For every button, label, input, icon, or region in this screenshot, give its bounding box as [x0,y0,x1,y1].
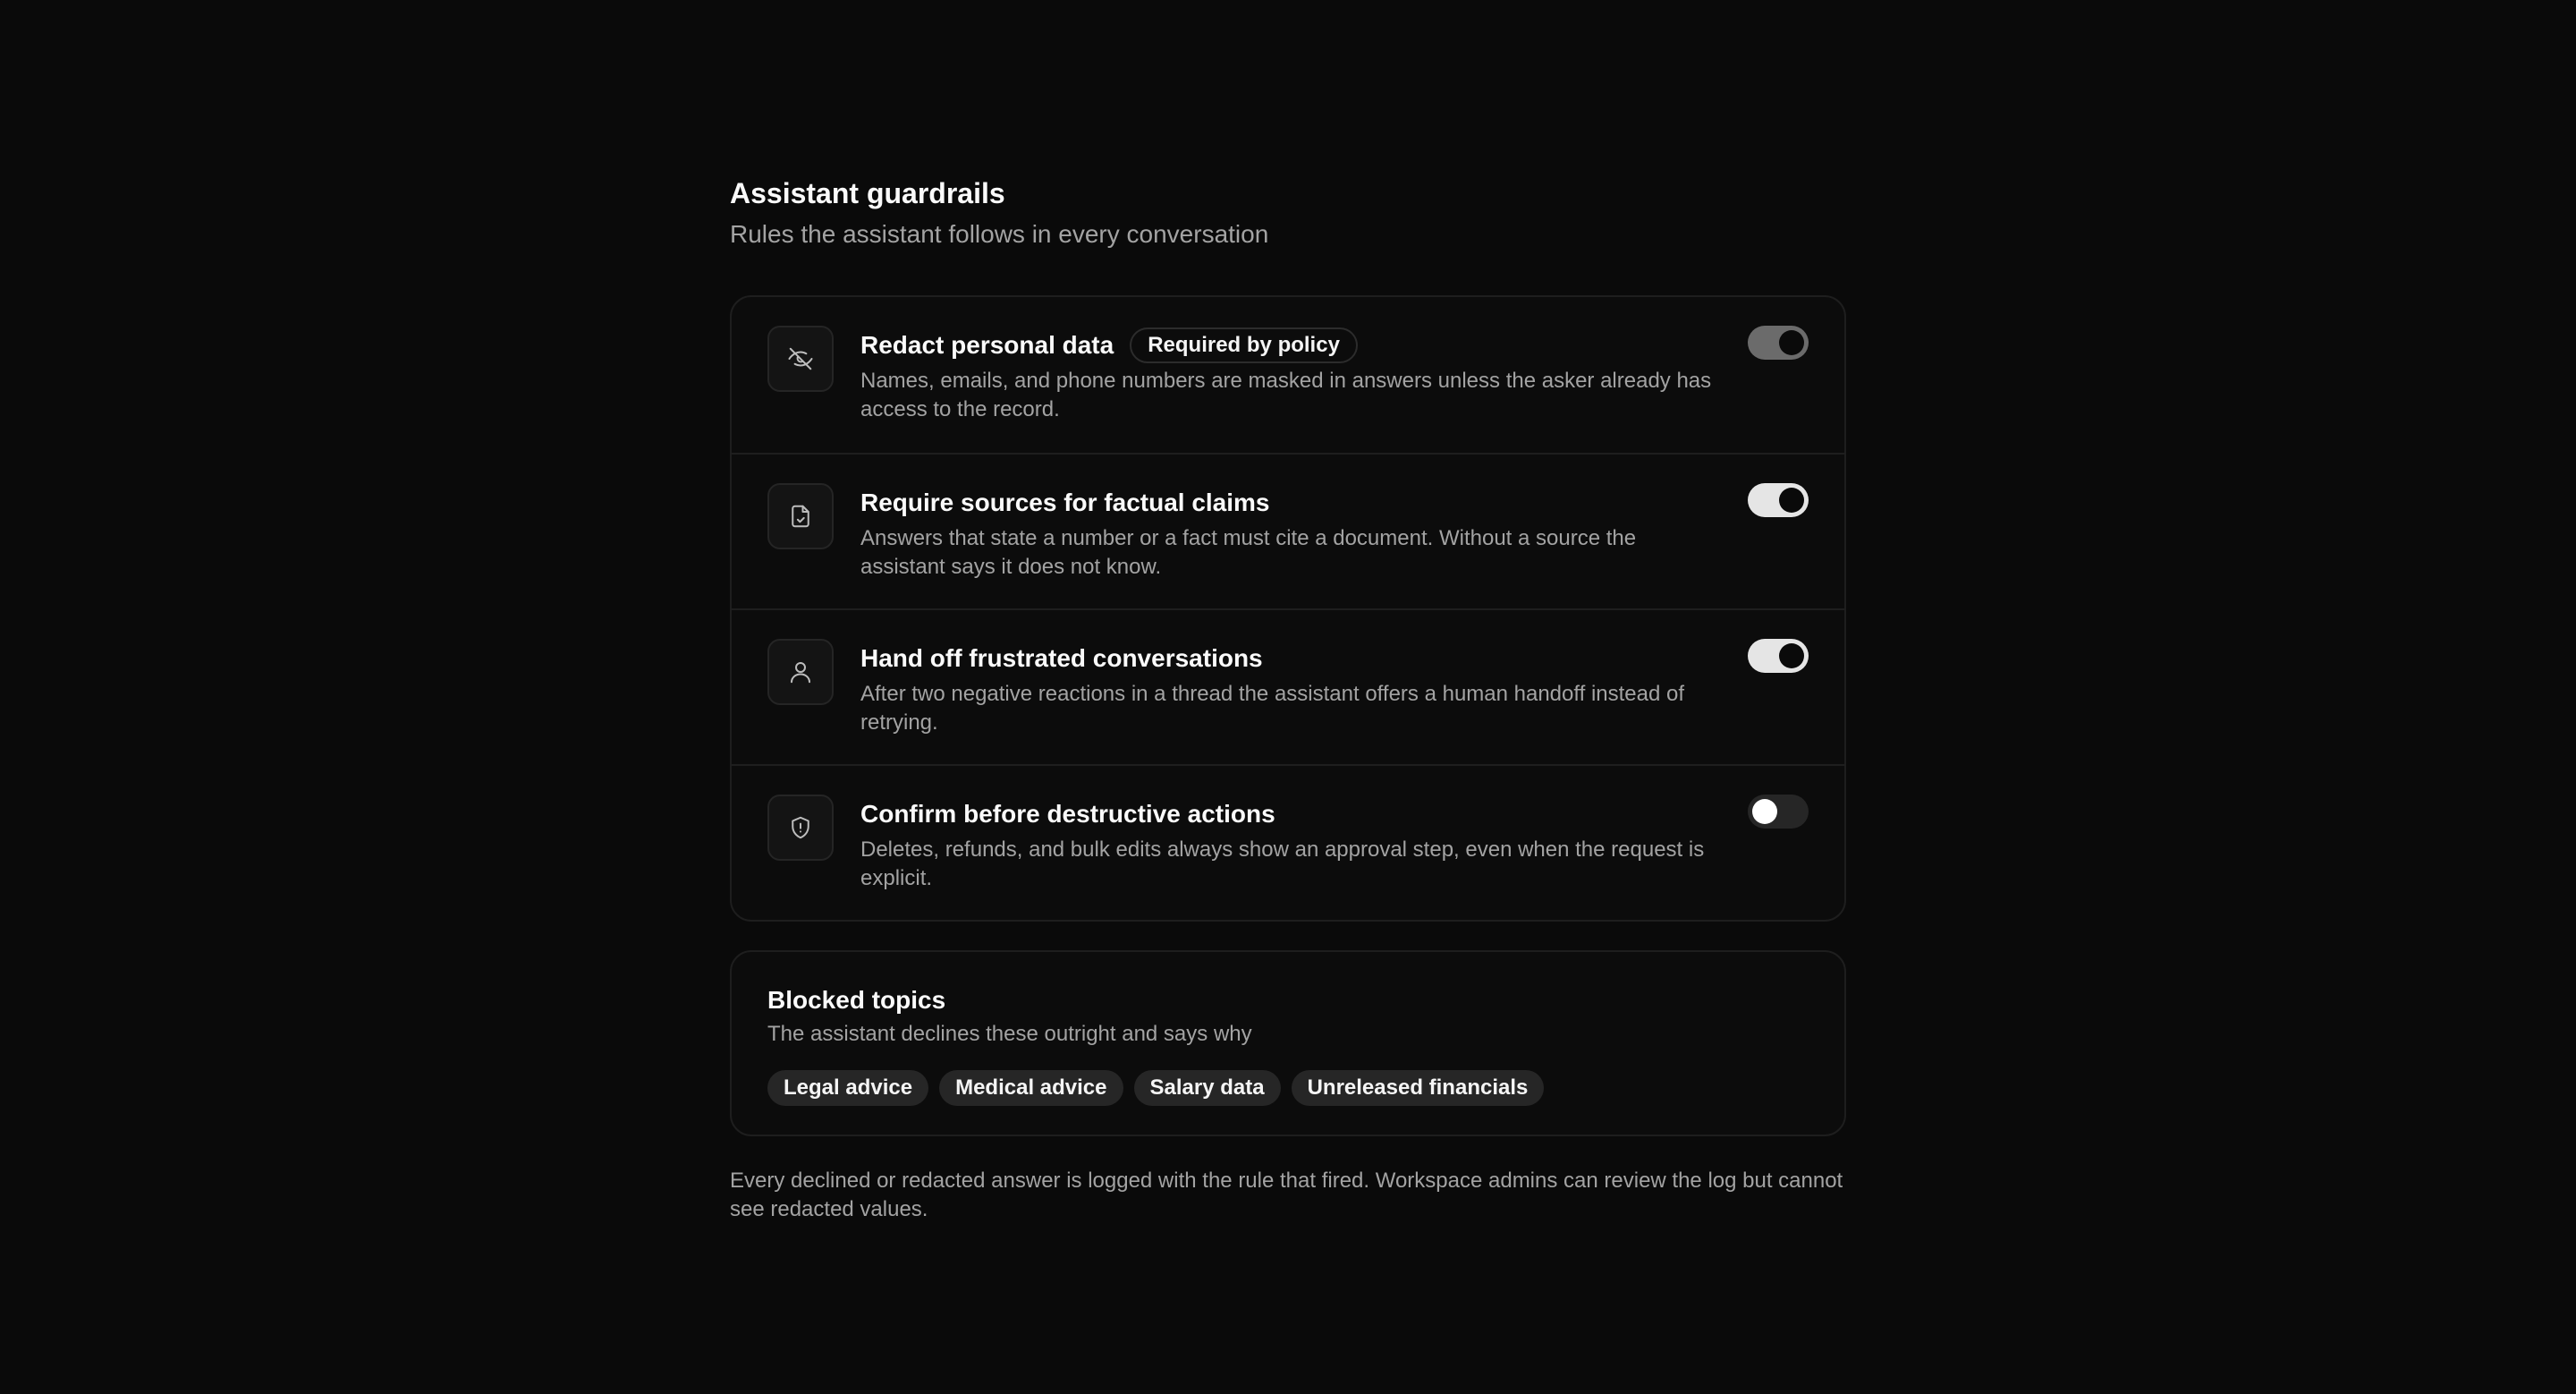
toggle-knob [1779,488,1804,513]
guardrails-settings [730,175,1846,1224]
confirm-destructive-toggle[interactable] [1748,795,1809,829]
page-subtitle: Rules the assistant follows in every conversation [730,220,1269,248]
hand-off-toggle[interactable] [1748,639,1809,673]
toggle-knob [1779,330,1804,355]
rule-require-sources [732,453,1844,608]
blocked-topics-subtitle: The assistant declines these outright and says why [767,1022,1252,1046]
rule-hand-off-frustrated [732,608,1844,764]
eye-off-icon [767,326,834,392]
rule-description: Answers that state a number or a fact must cite a document. Without a source the assistant says it does not know. [860,526,1637,579]
rule-title: Redact personal data [860,331,1114,359]
topic-chip[interactable]: Salary data [1134,1070,1281,1106]
redact-personal-data-toggle[interactable] [1748,326,1809,360]
rule-title: Require sources for factual claims [860,489,1270,516]
topic-chip[interactable]: Unreleased financials [1292,1070,1545,1106]
topic-chips [767,1070,1809,1106]
topic-chip[interactable]: Legal advice [767,1070,928,1106]
toggle-knob [1752,799,1777,824]
rules-card [730,295,1846,922]
user-icon [767,639,834,705]
topic-chip[interactable]: Medical advice [939,1070,1123,1106]
rule-redact-personal-data [732,297,1844,453]
page-title: Assistant guardrails [730,177,1005,209]
file-check-icon [767,483,834,549]
blocked-topics-title: Blocked topics [767,986,946,1014]
blocked-topics-card [730,950,1846,1136]
required-badge: Required by policy [1130,327,1358,363]
rule-confirm-destructive [732,764,1844,920]
rule-description: Deletes, refunds, and bulk edits always show an approval step, even when the request is explicit. [860,837,1705,890]
audit-footnote: Every declined or redacted answer is logged with the rule that fired. Workspace admins can review the log but cannot see redacted values. [730,1169,1843,1221]
rule-description: After two negative reactions in a thread the assistant offers a human handoff instead of retrying. [860,682,1685,735]
rule-title: Hand off frustrated conversations [860,644,1263,672]
toggle-knob [1779,643,1804,668]
rule-description: Names, emails, and phone numbers are masked in answers unless the asker already has access to the record. [860,369,1712,421]
require-sources-toggle[interactable] [1748,483,1809,517]
shield-alert-icon [767,795,834,861]
rule-title: Confirm before destructive actions [860,800,1275,828]
